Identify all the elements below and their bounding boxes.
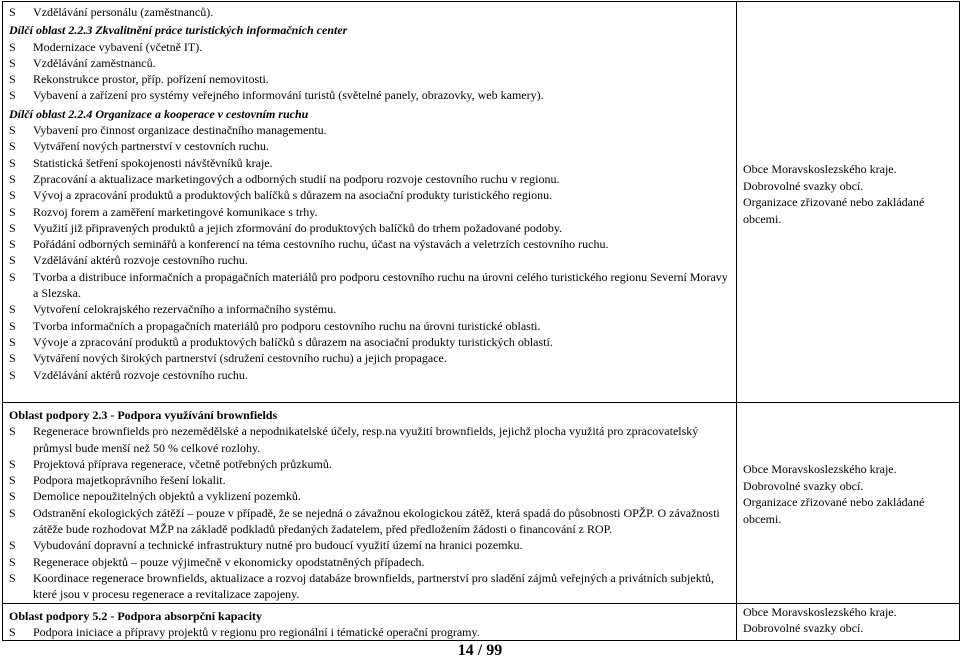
bullet-marker: S [9,88,16,103]
bullet-item [9,236,730,252]
beneficiary-line: Dobrovolné svazky obcí. [743,621,864,636]
bullet-marker: S [9,367,16,382]
bullet-marker: S [9,220,16,235]
bullet-item [9,318,730,334]
bullet-text: Pořádání odborných seminářů a konferencí na téma cestovního ruchu, účast na výstavách a veletrzích cestovního ruchu. [33,237,609,252]
section-heading: Dílčí oblast 2.2.3 Zkvalitnění práce turistických informačních center [9,23,348,38]
section-heading: Oblast podpory 5.2 - Podpora absorpční kapacity [9,608,263,623]
bullet-text: Podpora iniciace a přípravy projektů v regionu pro regionální i tématické operační programy. [33,624,480,639]
bullet-marker: S [9,188,16,203]
bullet-marker: S [9,624,16,639]
bullet-text: Tvorba informačních a propagačních materiálů pro podporu cestovního ruchu na úrovni turistické oblasti. [33,318,541,333]
bullet-item [9,155,730,171]
bullet-item [9,204,730,220]
beneficiary-line: Dobrovolné svazky obcí. [743,478,864,493]
bullet-item [9,220,730,236]
bullet-item [9,55,730,71]
bullet-item [9,269,730,302]
bullet-item [9,71,730,87]
bullet-item [9,554,730,570]
bullet-text: Podpora majetkoprávního řešení lokalit. [33,473,226,488]
section3-content [3,604,736,641]
bullet-text: Modernizace vybavení (včetně IT). [33,39,203,54]
bullet-text: Vývoj a zpracování produktů a produktových balíčků s důrazem na asociační produkty turistického regionu. [33,188,553,203]
bullet-item [9,456,730,472]
bullet-item [9,537,730,553]
bullet-marker: S [9,302,16,317]
bullet-text: Projektová příprava regenerace, včetně potřebných průzkumů. [33,456,332,471]
bullet-text: Vzdělávání aktérů rozvoje cestovního ruchu. [33,367,248,382]
section1-content [3,2,736,383]
bullet-marker: S [9,505,16,520]
bullet-text: Vytvoření celokrajského rezervačního a informačního systému. [33,302,337,317]
section3-beneficiaries [737,604,959,637]
bullet-marker: S [9,424,16,439]
bullet-marker: S [9,171,16,186]
bullet-item [9,624,730,640]
bullet-item [9,350,730,366]
bullet-item [9,171,730,187]
bullet-text: Vybudování dopravní a technické infrastruktury nutné pro budoucí využití území na hranici pozemku. [33,538,523,553]
bullet-marker: S [9,5,16,19]
bullet-text: Statistická šetření spokojenosti návštěvníků kraje. [33,155,273,170]
bullet-item [9,570,730,603]
bullet-text: Rekonstrukce prostor, příp. pořízení nemovitosti. [33,72,269,87]
bullet-marker: S [9,334,16,349]
bullet-item [9,122,730,138]
bullet-text: Regenerace brownfields pro nezemědělské a nepodnikatelské účely, resp.na využití brownfields, jejichž plocha využitá pro zpracovatelský průmysl bude menší než 50 % celkové rozlohy. [33,424,699,455]
bullet-text: Vytváření nových širokých partnerství (sdružení cestovního ruchu) a jejich propagace. [33,351,447,366]
bullet-text: Zpracování a aktualizace marketingových a odborných studií na podporu rozvoje cestovního ruchu v regionu. [33,171,560,186]
section2-beneficiaries [737,403,959,527]
bullet-marker: S [9,237,16,252]
bullet-item [9,87,730,103]
measures-table [2,1,960,641]
section1-left-cell [3,2,737,403]
bullet-marker: S [9,570,16,585]
bullet-item [9,334,730,350]
section2-content [3,403,736,603]
beneficiary-line: Obce Moravskoslezského kraje. [743,162,897,176]
section1-right-cell [737,2,960,403]
bullet-item [9,472,730,488]
bullet-text: Využití již připravených produktů a jejich zformování do produktových balíčků do trhem požadované podoby. [33,220,563,235]
beneficiary-line: Dobrovolné svazky obcí. [743,178,864,193]
bullet-marker: S [9,55,16,70]
bullet-item [9,505,730,538]
beneficiary-line: Obce Moravskoslezského kraje. [743,462,897,476]
bullet-text: Vybavení a zařízení pro systémy veřejného informování turistů (světelné panely, obrazovky, web kamery). [33,88,544,103]
bullet-text: Vytváření nových partnerství v cestovních ruchu. [33,139,269,154]
bullet-marker: S [9,72,16,87]
bullet-item [9,39,730,55]
bullet-marker: S [9,123,16,138]
section3-left-cell [3,603,737,641]
section3-right-cell [737,603,960,641]
bullet-marker: S [9,139,16,154]
bullet-item [9,138,730,154]
bullet-item [9,488,730,504]
bullet-item [9,423,730,456]
bullet-marker: S [9,473,16,488]
bullet-item [9,367,730,383]
section-heading: Dílčí oblast 2.2.4 Organizace a kooperace v cestovním ruchu [9,106,309,121]
bullet-marker: S [9,489,16,504]
bullet-text: Vzdělávání personálu (zaměstnanců). [33,5,214,19]
bullet-marker: S [9,39,16,54]
bullet-text: Demolice nepoužitelných objektů a vyklizení pozemků. [33,489,301,504]
bullet-marker: S [9,204,16,219]
section2-left-cell [3,403,737,604]
section1-beneficiaries [737,2,959,227]
bullet-text: Vzdělávání aktérů rozvoje cestovního ruchu. [33,253,248,268]
bullet-text: Koordinace regenerace brownfields, aktualizace a rozvoj databáze brownfields, partnerství pro sladění zájmů veřejných a privátních subjektů, které jsou v procesu regenerace a revitalizace zapojeny. [33,570,715,602]
bullet-text: Regenerace objektů – pouze výjimečně v ekonomicky opodstatněných případech. [33,554,425,569]
bullet-item [9,252,730,268]
bullet-item [9,187,730,203]
bullet-item [9,301,730,317]
bullet-text: Vývoje a zpracování produktů a produktových balíčků s důrazem na asociační produkty turistických oblastí. [33,334,553,349]
bullet-text: Vybavení pro činnost organizace destinačního managementu. [33,123,327,138]
beneficiary-line: Organizace zřizované nebo zakládané obcemi. [743,195,925,226]
beneficiary-line: Organizace zřizované nebo zakládané obcemi. [743,495,925,526]
bullet-marker: S [9,351,16,366]
bullet-marker: S [9,253,16,268]
bullet-marker: S [9,538,16,553]
bullet-text: Odstranění ekologických zátěží – pouze v případě, že se nejedná o závažnou ekologickou zátěž, která spadá do působnosti OPŽP. O závažnosti zátěže bude rozhodovat MŽP na základě podkladů předaných žadatelem, před předložením žádosti o financování z ROP. [33,505,720,537]
bullet-item [9,4,730,20]
beneficiary-line: Obce Moravskoslezského kraje. [743,604,897,619]
bullet-text: Tvorba a distribuce informačních a propagačních materiálů pro podporu cestovního ruchu na úrovni celého turistického regionu Severní Moravy a Slezska. [33,269,728,301]
bullet-marker: S [9,269,16,284]
section-heading: Oblast podpory 2.3 - Podpora využívání brownfields [9,408,278,422]
bullet-marker: S [9,456,16,471]
bullet-marker: S [9,155,16,170]
bullet-text: Vzdělávání zaměstnanců. [33,55,156,70]
page-number: 14 / 99 [457,642,503,659]
section2-right-cell [737,403,960,604]
bullet-text: Rozvoj forem a zaměření marketingové komunikace s trhy. [33,204,318,219]
bullet-marker: S [9,554,16,569]
bullet-marker: S [9,318,16,333]
